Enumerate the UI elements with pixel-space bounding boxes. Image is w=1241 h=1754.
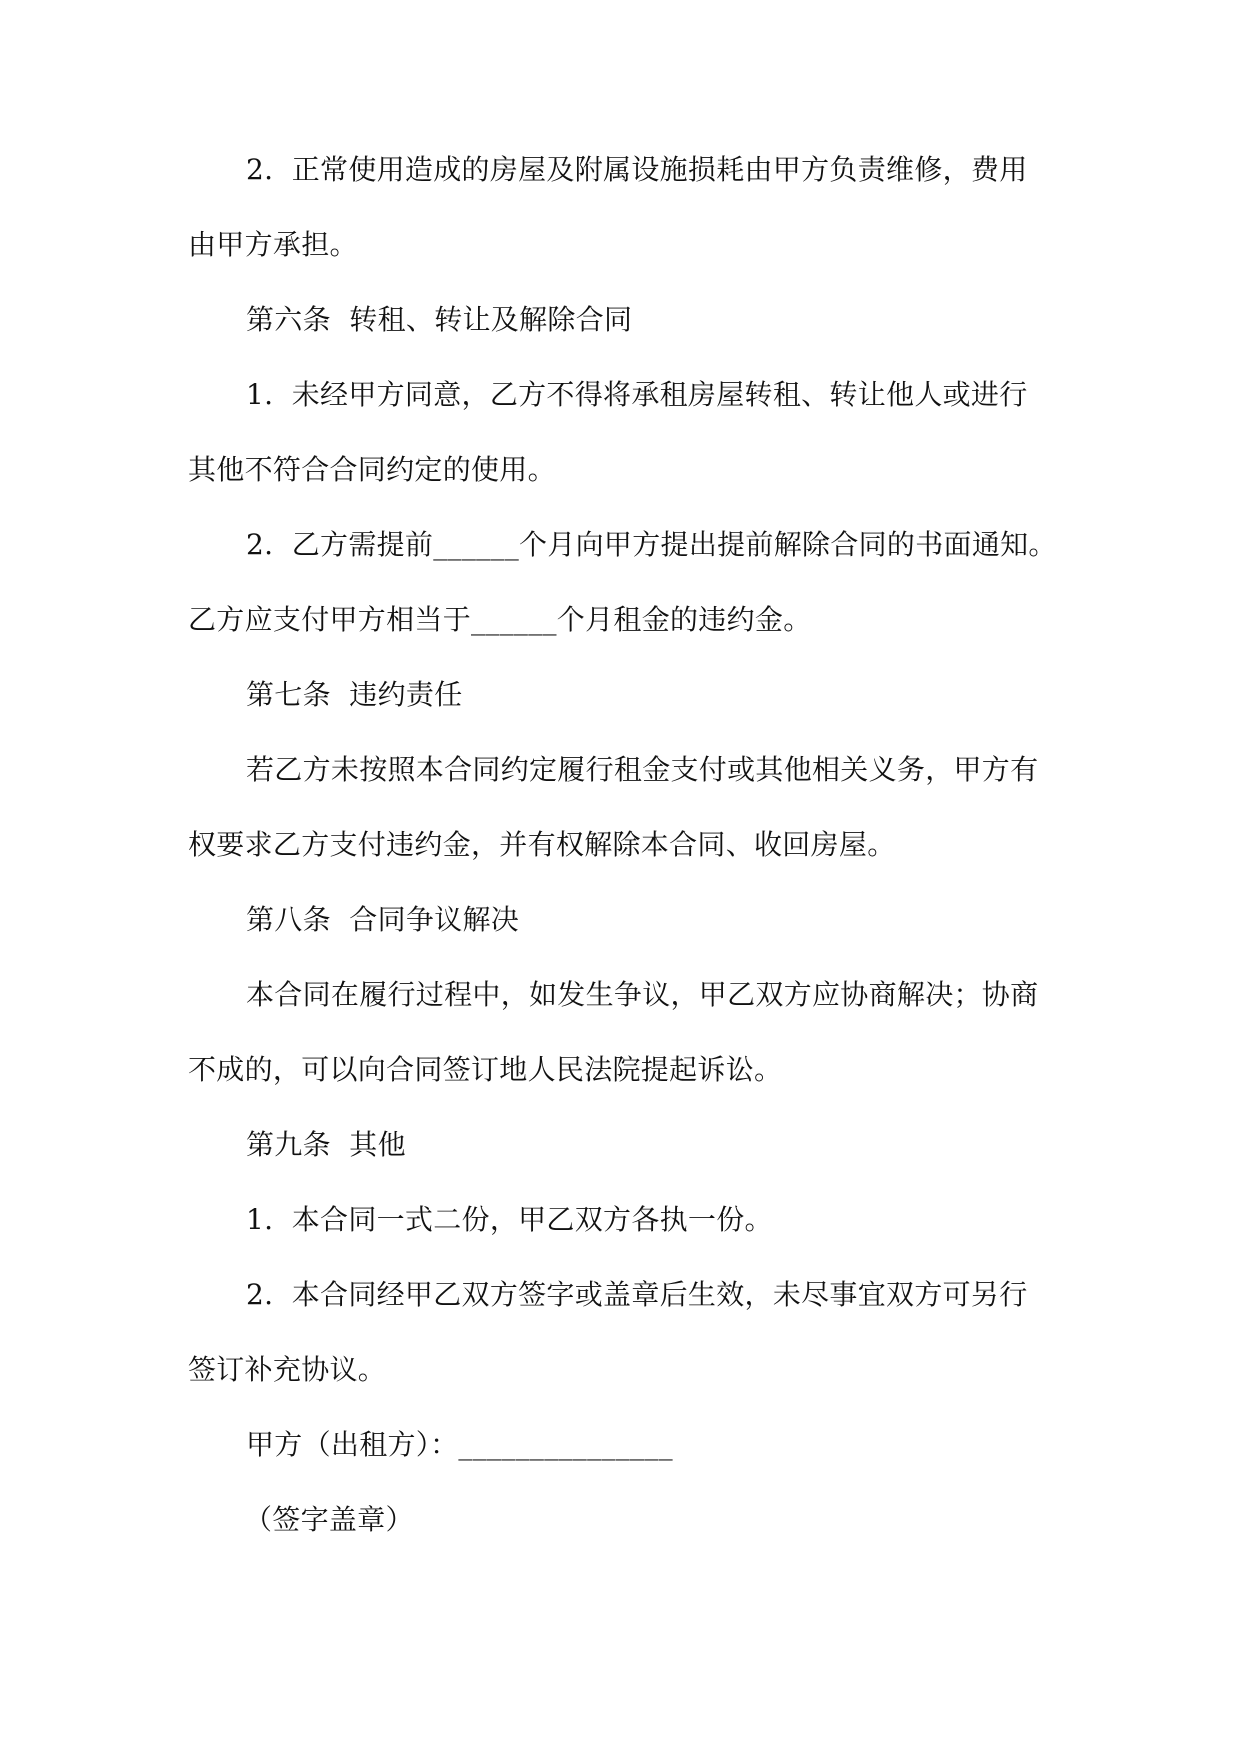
- clause-9-item-2-line-1: 2. 本合同经甲乙双方签字或盖章后生效，未尽事宜双方可另行: [246, 1278, 1028, 1311]
- clause-7-heading: 第七条 违约责任: [246, 678, 463, 711]
- clause-9-item-1: 1. 本合同一式二份，甲乙双方各执一份。: [246, 1203, 773, 1236]
- clause-6-item-2-line-1: 2. 乙方需提前______个月向甲方提出提前解除合同的书面通知。: [246, 528, 1057, 561]
- clause-6-item-1-line-2: 其他不符合合同约定的使用。: [188, 453, 556, 486]
- clause-9-heading: 第九条 其他: [246, 1128, 406, 1161]
- clause-5-item-2-line-2: 由甲方承担。: [188, 228, 358, 261]
- clause-6-item-2-line-2: 乙方应支付甲方相当于______个月租金的违约金。: [188, 603, 812, 636]
- clause-6-heading: 第六条 转租、转让及解除合同: [246, 303, 633, 336]
- clause-8-heading: 第八条 合同争议解决: [246, 903, 520, 936]
- clause-7-body-line-1: 若乙方未按照本合同约定履行租金支付或其他相关义务，甲方有: [246, 753, 1039, 786]
- clause-8-body-line-1: 本合同在履行过程中，如发生争议，甲乙双方应协商解决；协商: [246, 978, 1039, 1011]
- clause-8-body-line-2: 不成的，可以向合同签订地人民法院提起诉讼。: [188, 1053, 783, 1086]
- clause-6-item-1-line-1: 1. 未经甲方同意，乙方不得将承租房屋转租、转让他人或进行: [246, 378, 1028, 411]
- clause-5-item-2-line-1: 2. 正常使用造成的房屋及附属设施损耗由甲方负责维修，费用: [246, 153, 1028, 186]
- clause-9-item-2-line-2: 签订补充协议。: [188, 1353, 387, 1386]
- party-a-signature-line: 甲方（出租方）：_______________: [246, 1428, 673, 1461]
- party-a-seal-note: （签字盖章）: [244, 1503, 414, 1536]
- clause-7-body-line-2: 权要求乙方支付违约金，并有权解除本合同、收回房屋。: [188, 828, 896, 861]
